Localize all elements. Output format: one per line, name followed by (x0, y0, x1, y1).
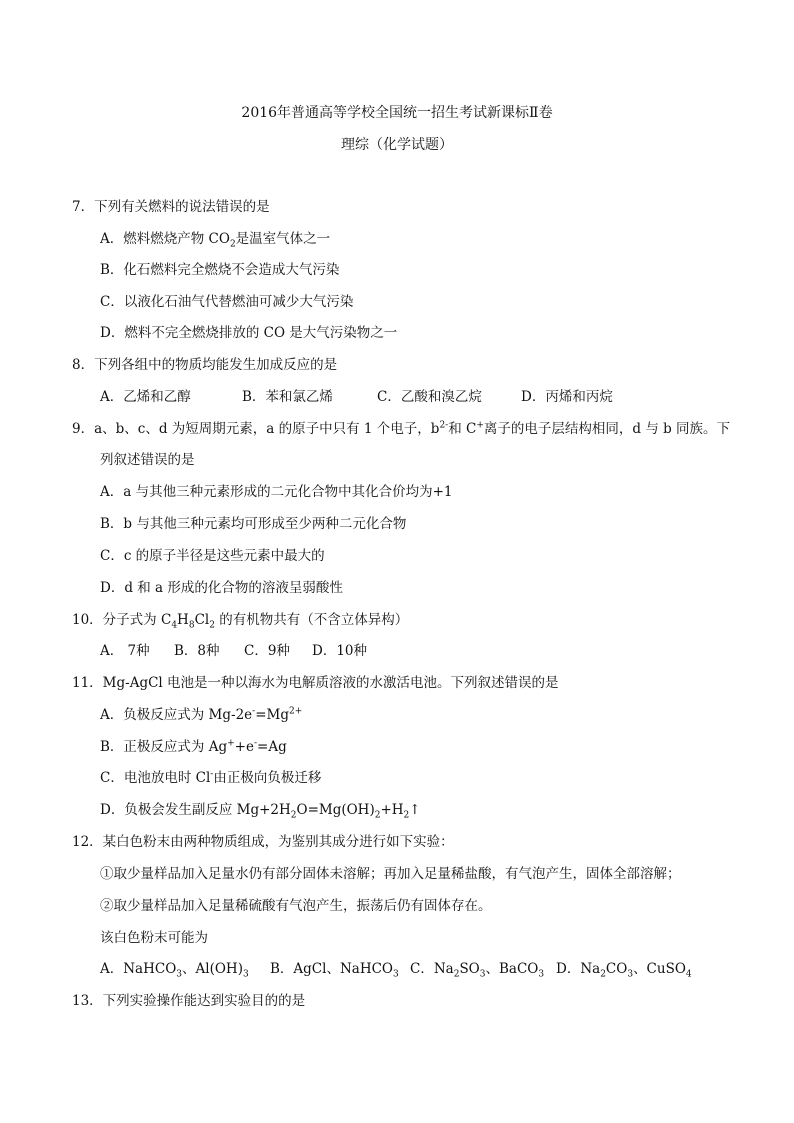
question-12-stem: 12．某白色粉末由两种物质组成，为鉴别其成分进行如下实验： (72, 834, 454, 850)
page-subtitle: 理综（化学试题） (341, 137, 453, 153)
question-7-option-a: A．燃料燃烧产物 $CO_2$是温室气体之一 (100, 231, 331, 250)
question-8-options (100, 387, 613, 407)
question-7-stem: 7．下列有关燃料的说法错误的是 (72, 199, 270, 215)
question-11-stem: 11．Mg-AgCl 电池是一种以海水为电解质溶液的水激活电池。下列叙述错误的是 (72, 675, 559, 691)
question-9-stem: 9．a、b、c、d 为短周期元素，a 的原子中只有 1 个电子，$b^{2-}$和 C+离子的电子层结构相同，d 与 b 同族。下 (72, 420, 731, 437)
question-11-option-c: C．电池放电时 Cl-由正极向负极迁移 (100, 769, 322, 786)
question-7-option-d: D．燃料不完全燃烧排放的 CO 是大气污染物之一 (100, 325, 398, 341)
question-9-option-a: A．a 与其他三种元素形成的二元化合物中其化合价均为+1 (100, 484, 453, 500)
question-9-option-d: D．d 和 a 形成的化合物的溶液呈弱酸性 (100, 580, 343, 596)
question-10-options (100, 641, 367, 661)
question-8-option-d: D．丙烯和丙烷 (521, 389, 613, 405)
question-12-option-a: A．NaHCO$_3$、$Al(OH)_3$ (100, 961, 249, 980)
question-9-stem-cont: 列叙述错误的是 (100, 452, 195, 468)
question-8-option-b: B．苯和氯乙烯 (242, 389, 333, 405)
question-8-option-a: A．乙烯和乙醇 (100, 389, 191, 405)
question-10-stem: 10．分子式为 $C_4H_8Cl_2$ 的有机物共有（不含立体异构） (72, 612, 409, 631)
page-title: 2016年普通高等学校全国统一招生考试新课标Ⅱ卷 (241, 105, 553, 121)
question-11-option-a: A．负极反应式为 $Mg-2e^-=Mg^{2+}$ (100, 706, 303, 723)
question-11-option-b: B．正极反应式为 Ag++e-=Ag (100, 738, 287, 755)
question-10-option-b: B．8种 (174, 643, 220, 659)
question-10-option-d: D．10种 (312, 643, 368, 659)
question-12-option-b: B．AgCl、NaHCO$_3$ (270, 961, 399, 980)
question-10-option-a: A． 7种 (100, 643, 150, 659)
question-12-ask: 该白色粉末可能为 (100, 930, 208, 946)
question-9-option-b: B．b 与其他三种元素均可形成至少两种二元化合物 (100, 516, 407, 532)
question-12-step-2: ②取少量样品加入足量稀硫酸有气泡产生，振荡后仍有固体存在。 (100, 898, 492, 914)
question-11-option-d: D．负极会发生副反应 $Mg+2H_2O=Mg(OH)_2+H_2↑$ (100, 802, 421, 821)
question-12-options (100, 959, 692, 979)
question-8-stem: 8．下列各组中的物质均能发生加成反应的是 (72, 357, 338, 373)
question-13-stem: 13．下列实验操作能达到实验目的的是 (72, 993, 306, 1009)
question-12-option-d: D．$Na_2CO_3$、CuSO$_4$ (556, 961, 692, 980)
question-9-option-c: C．c 的原子半径是这些元素中最大的 (100, 548, 325, 564)
question-7-option-c: C．以液化石油气代替燃油可减少大气污染 (100, 294, 354, 310)
question-12-option-c: C．$Na_2SO_3$、BaCO$_3$ (410, 961, 545, 980)
question-10-option-c: C．9种 (244, 643, 290, 659)
question-12-step-1: ①取少量样品加入足量水仍有部分固体未溶解；再加入足量稀盐酸，有气泡产生，固体全部溶解； (100, 866, 681, 882)
question-8-option-c: C．乙酸和溴乙烷 (377, 389, 482, 405)
question-7-option-b: B．化石燃料完全燃烧不会造成大气污染 (100, 262, 340, 278)
